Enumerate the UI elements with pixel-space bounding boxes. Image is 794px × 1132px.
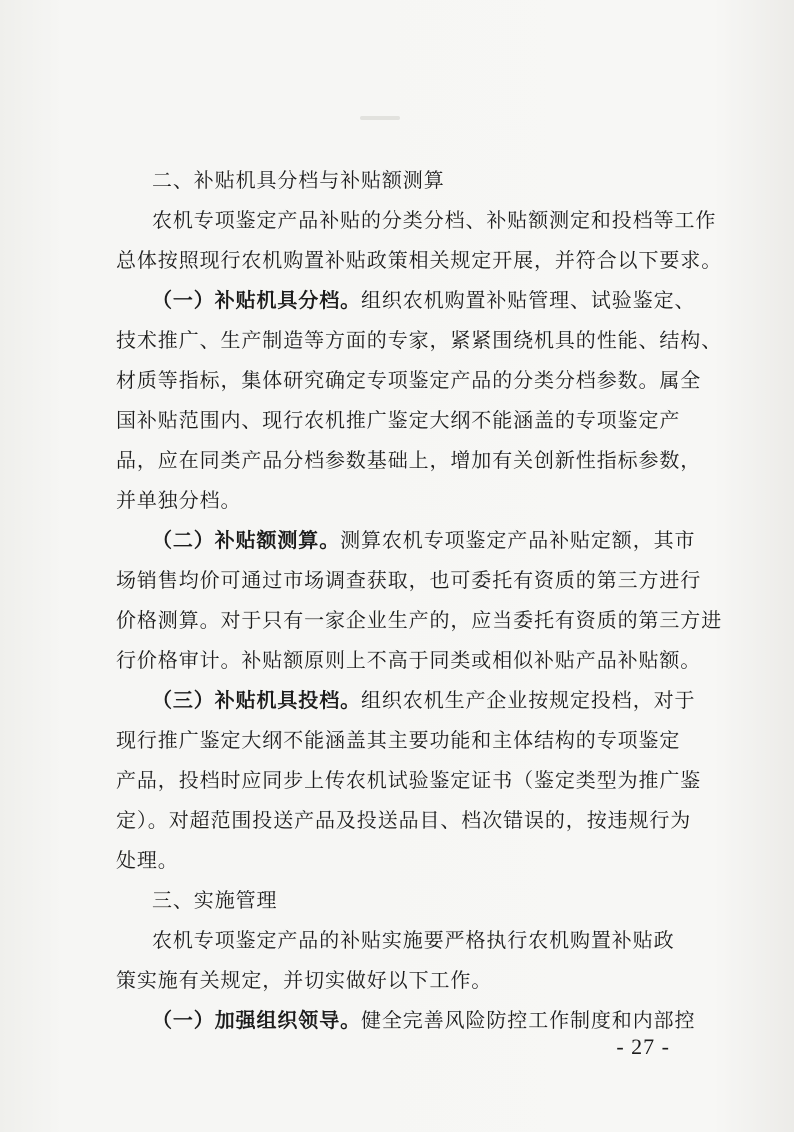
paragraph-line: 并单独分档。 <box>116 488 242 512</box>
subsection-title-1: （一）补贴机具分档。 <box>152 288 361 312</box>
paragraph-line: 处理。 <box>116 848 179 872</box>
subsection-title-3: （三）补贴机具投档。 <box>152 688 361 712</box>
paragraph-line: 行价格审计。补贴额原则上不高于同类或相似补贴产品补贴额。 <box>116 648 702 672</box>
subsection-title-4: （一）加强组织领导。 <box>152 1008 361 1032</box>
paragraph-line: 产品，投档时应同步上传农机试验鉴定证书（鉴定类型为推广鉴 <box>116 768 702 792</box>
paragraph-line: 品，应在同类产品分档参数基础上，增加有关创新性指标参数， <box>116 448 702 472</box>
scan-artifact <box>360 116 400 120</box>
subsection-line-1: （一）补贴机具分档。组织农机购置补贴管理、试验鉴定、 <box>152 288 696 312</box>
page-number: - 27 - <box>616 1034 670 1059</box>
paragraph-line: 农机专项鉴定产品补贴的分类分档、补贴额测定和投档等工作 <box>152 208 717 232</box>
section-heading-3: 三、实施管理 <box>152 888 278 912</box>
paragraph-line: 国补贴范围内、现行农机推广鉴定大纲不能涵盖的专项鉴定产 <box>116 408 681 432</box>
paragraph-line: 价格测算。对于只有一家企业生产的，应当委托有资质的第三方进 <box>116 608 723 632</box>
paragraph-line: 定）。对超范围投送产品及投送品目、档次错误的，按违规行为 <box>116 808 692 832</box>
paragraph-line: 策实施有关规定，并切实做好以下工作。 <box>116 968 493 992</box>
paragraph-line: 技术推广、生产制造等方面的专家，紧紧围绕机具的性能、结构、 <box>116 328 723 352</box>
section-heading-2: 二、补贴机具分档与补贴额测算 <box>152 168 445 192</box>
paragraph-line: 场销售均价可通过市场调查获取，也可委托有资质的第三方进行 <box>116 568 702 592</box>
paragraph-line: 材质等指标，集体研究确定专项鉴定产品的分类分档参数。属全 <box>116 368 702 392</box>
subsection-line-3: （三）补贴机具投档。组织农机生产企业按规定投档，对于 <box>152 688 696 712</box>
paragraph-line: 农机专项鉴定产品的补贴实施要严格执行农机购置补贴政 <box>152 928 675 952</box>
paragraph-line: 总体按照现行农机购置补贴政策相关规定开展，并符合以下要求。 <box>116 248 723 272</box>
paragraph-line: 现行推广鉴定大纲不能涵盖其主要功能和主体结构的专项鉴定 <box>116 728 681 752</box>
subsection-line-2: （二）补贴额测算。测算农机专项鉴定产品补贴定额，其市 <box>152 528 696 552</box>
subsection-line-4: （一）加强组织领导。健全完善风险防控工作制度和内部控 <box>152 1008 696 1032</box>
subsection-title-2: （二）补贴额测算。 <box>152 528 341 552</box>
